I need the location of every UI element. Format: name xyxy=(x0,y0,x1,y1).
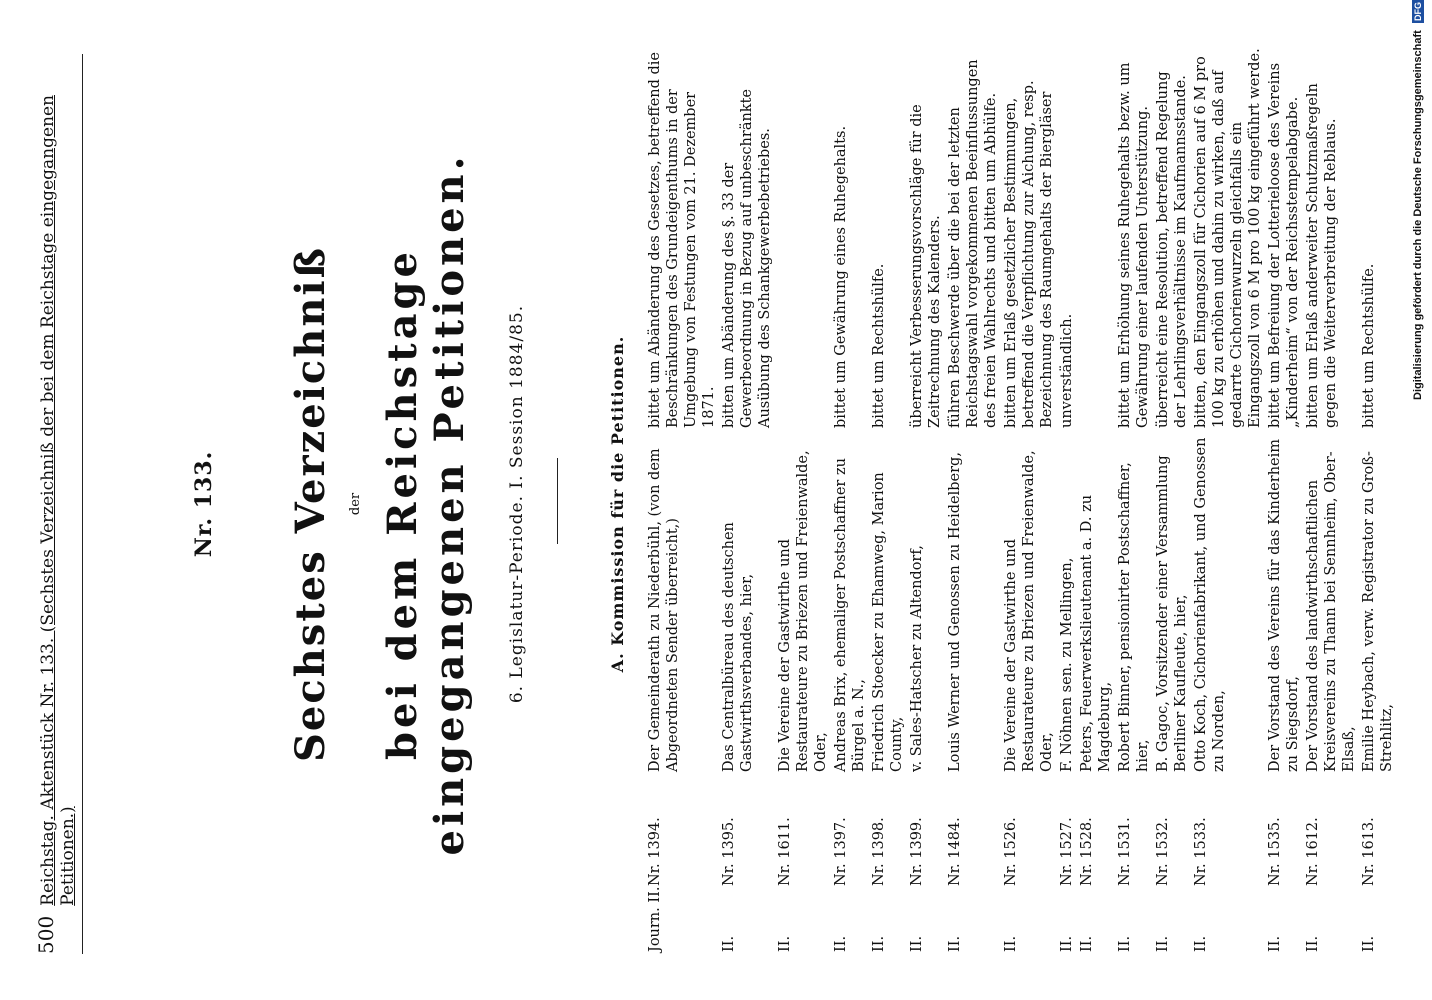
petitioner: Die Vereine der Gastwirthe und Restaurateure zu Briezen und Freienwalde, Oder, xyxy=(1003,450,1055,772)
commission-heading: A. Kommission für die Petitionen. xyxy=(608,335,627,673)
petitioner: F. Nöhnen sen. zu Mellingen, xyxy=(1059,557,1075,772)
journal-ref: II. xyxy=(777,935,793,952)
petition-row xyxy=(645,44,719,954)
petition-number: Nr. 1399. xyxy=(909,817,925,886)
petition-number: Nr. 1612. xyxy=(1305,817,1321,886)
petition-subject: bittet um Rechtshülfe. xyxy=(871,263,887,428)
petition-row xyxy=(775,44,831,954)
petitioner: Die Vereine der Gastwirthe und Restaurateure zu Briezen und Freienwalde, Oder, xyxy=(777,450,829,772)
journal-ref: II. xyxy=(1079,935,1095,952)
page-number: 500 xyxy=(34,915,58,954)
petition-subject xyxy=(1077,44,1115,430)
petition-row xyxy=(831,44,869,954)
title-line-2: bei dem Reichstage eingegangenen Petitionen. xyxy=(379,152,473,856)
petitioner: Das Centralbüreau des deutschen Gastwirthsverbandes, hier, xyxy=(721,522,755,772)
petition-number: Nr. 1613. xyxy=(1361,817,1377,886)
petition-subject xyxy=(775,44,831,430)
petitioner: B. Gagoc, Vorsitzender einer Versammlung Berliner Kaufleute, hier, xyxy=(1155,455,1189,772)
journal-ref: II. xyxy=(833,935,849,952)
petition-row xyxy=(907,44,945,954)
petition-number: Nr. 1484. xyxy=(947,817,963,886)
journal-ref: Journ. II. xyxy=(647,886,663,952)
petitioner: Robert Binner, pensionirter Postschaffner, hier, xyxy=(1117,462,1151,772)
petitioner: Der Vorstand des Vereins für das Kinderheim zu Siegsdorf, xyxy=(1267,439,1301,772)
title-line-1: Sechstes Verzeichniß xyxy=(287,246,334,763)
petition-row xyxy=(1265,44,1303,954)
running-header xyxy=(34,54,83,954)
petitioner: Der Gemeinderath zu Niederbühl, (von dem Abgeordneten Sender überreicht,) xyxy=(647,448,681,772)
journal-ref: II. xyxy=(1155,935,1171,952)
petitioner: Der Vorstand des landwirthschaftlichen Kreisvereins zu Thann bei Sennheim, Ober-Elsaß, xyxy=(1305,451,1357,772)
journal-ref: II. xyxy=(1267,935,1283,952)
journal-ref: II. xyxy=(909,935,925,952)
journal-ref: II. xyxy=(1117,935,1133,952)
petition-row xyxy=(1153,44,1191,954)
petition-subject: bitten um Erlaß anderweiter Schutzmaßregeln gegen die Weiterverbreitung der Reblaus. xyxy=(1305,83,1339,428)
petition-subject: bitten, den Eingangszoll für Cichorien auf 6 M pro 100 kg zu erhöhen und dahin zu wirken, daß auf gedarrte Cichorienwurzeln gleichfalls ein Eingangszoll von 6 M pro 100 kg eingeführt werde. xyxy=(1193,48,1263,428)
funding-note xyxy=(1412,0,1424,1000)
petition-row xyxy=(1115,44,1153,954)
petitioner: Emilie Heybach, verw. Registrator zu Groß-Strehlitz, xyxy=(1361,451,1395,772)
petition-subject: führen Beschwerde über die bei der letzten Reichstagswahl vorgekommenen Beeinflussungen des freien Wahlrechts und bitten um Abhülfe. xyxy=(947,59,999,428)
petition-number: Nr. 1535. xyxy=(1267,817,1283,886)
petitioner: Otto Koch, Cichorienfabrikant, und Genossen zu Norden, xyxy=(1193,437,1227,772)
title-connector: der xyxy=(348,492,363,516)
petition-number: Nr. 1532. xyxy=(1155,817,1171,886)
petition-number: Nr. 1527. xyxy=(1059,817,1075,886)
petitions-table xyxy=(645,44,1397,954)
journal-ref: II. xyxy=(947,935,963,952)
petition-row xyxy=(869,44,907,954)
petitioner: Louis Werner und Genossen zu Heidelberg, xyxy=(947,452,963,772)
petition-number: Nr. 1398. xyxy=(871,817,887,886)
divider xyxy=(557,458,558,544)
petitioner: Andreas Brix, ehemaliger Postschaffner zu Bürgel a. N., xyxy=(833,458,867,772)
petition-number: Nr. 1397. xyxy=(833,817,849,886)
petition-subject: bittet um Erhöhung seines Ruhegehalts bezw. um Gewährung einer laufenden Unterstützung. xyxy=(1117,62,1151,428)
petitioner: Friedrich Stoecker zu Ehamweg, Marion County, xyxy=(871,472,905,772)
journal-ref: II. xyxy=(1003,935,1019,952)
petition-row xyxy=(719,44,775,954)
petition-row xyxy=(1077,44,1115,954)
dfg-logo: DFG xyxy=(1413,2,1423,21)
petition-row xyxy=(1057,44,1077,954)
petition-number: Nr. 1533. xyxy=(1193,817,1209,886)
petition-row xyxy=(1303,44,1359,954)
petition-subject: bittet um Befreiung der Lotterieloose des Vereins „Kinderheim“ von der Reichsstempelabgabe. xyxy=(1267,62,1301,428)
petition-number: Nr. 1526. xyxy=(1003,817,1019,886)
petition-subject: überreicht Verbesserungsvorschläge für die Zeitrechnung des Kalenders. xyxy=(909,104,943,428)
petition-row xyxy=(1001,44,1057,954)
journal-ref: II. xyxy=(1361,935,1377,952)
journal-ref: II. xyxy=(1059,935,1075,952)
petition-subject: bittet um Gewährung eines Ruhegehalts. xyxy=(833,125,849,428)
petition-number: Nr. 1611. xyxy=(777,817,793,886)
petition-subject: bittet um Rechtshülfe. xyxy=(1361,263,1377,428)
petition-subject: überreicht eine Resolution, betreffend Regelung der Lehrlingsverhältnisse im Kaufmannsstande. xyxy=(1155,71,1189,428)
petition-number: Nr. 1531. xyxy=(1117,817,1133,886)
petition-subject: unverständlich. xyxy=(1059,313,1075,428)
petition-number: Nr. 1394. xyxy=(647,817,663,886)
petition-row xyxy=(1191,44,1265,954)
petition-row xyxy=(945,44,1001,954)
journal-ref: II. xyxy=(721,935,737,952)
petition-subject: bitten um Erlaß gesetzlicher Bestimmungen, betreffend die Verpflichtung zur Aichung, resp. Bezeichnung des Raumgehalts der Biergläser xyxy=(1003,80,1055,428)
funding-text: Digitalisierung gefördert durch die Deutsche Forschungsgemeinschaft xyxy=(1412,30,1424,400)
journal-ref: II. xyxy=(1305,935,1321,952)
petitioner: Peters, Feuerwerkslieutenant a. D. zu Magdeburg, xyxy=(1079,494,1113,772)
petitioner: v. Sales-Hatscher zu Altendorf, xyxy=(909,545,925,772)
session-line: 6. Legislatur-Periode. I. Session 1884/85. xyxy=(507,304,527,704)
document-number: Nr. 133. xyxy=(191,450,217,558)
petition-row xyxy=(1359,44,1397,954)
running-head: Reichstag. Aktenstück Nr. 133. (Sechstes Verzeichniß der bei dem Reichstage eingegangenen Petitionen.) xyxy=(38,95,78,906)
petition-number: Nr. 1395. xyxy=(721,817,737,886)
petition-number: Nr. 1528. xyxy=(1079,817,1095,886)
petition-subject: bitten um Abänderung des §. 33 der Gewerbeordnung in Bezug auf unbeschränkte Ausübung des Schankgewerbebetriebes. xyxy=(721,88,773,428)
journal-ref: II. xyxy=(1193,935,1209,952)
petition-subject: bittet um Abänderung des Gesetzes, betreffend die Beschränkungen des Grundeigenthums in der Umgebung von Festungen vom 21. Dezember 1871. xyxy=(647,51,717,428)
journal-ref: II. xyxy=(871,935,887,952)
